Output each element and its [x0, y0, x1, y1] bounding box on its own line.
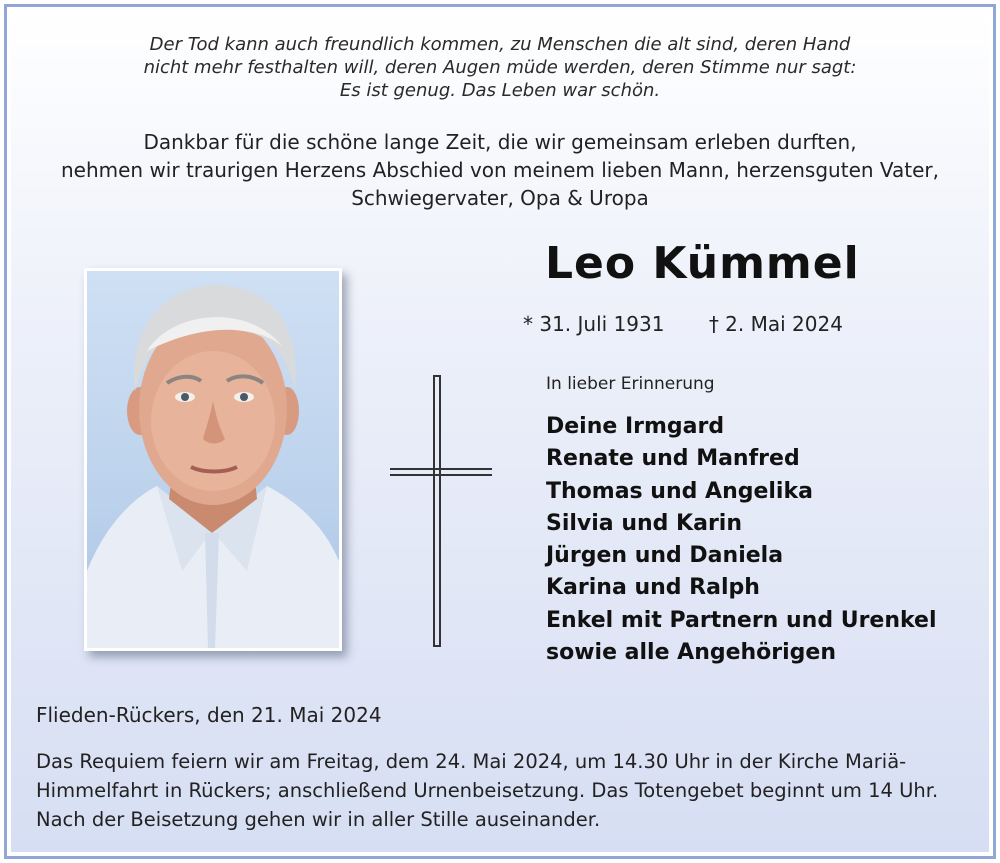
- intro-text: [0, 128, 1000, 212]
- family-member: Karina und Ralph: [546, 575, 760, 601]
- intro-line: nehmen wir traurigen Herzens Abschied von meinem lieben Mann, herzensguten Vater,: [60, 158, 940, 182]
- portrait-illustration: [87, 271, 339, 648]
- portrait-photo: [87, 271, 339, 648]
- quote-line: Der Tod kann auch freundlich kommen, zu Menschen die alt sind, deren Hand: [149, 34, 851, 55]
- notice-line: Nach der Beisetzung gehen wir in aller Stille auseinander.: [36, 808, 601, 831]
- family-member: sowie alle Angehörigen: [546, 640, 837, 666]
- place-date: Flieden-Rückers, den 21. Mai 2024: [36, 703, 382, 727]
- portrait-frame: [84, 268, 342, 651]
- notice-line: Himmelfahrt in Rückers; anschließend Urnenbeisetzung. Das Totengebet beginnt um 14 Uhr.: [36, 779, 939, 802]
- family-member: Renate und Manfred: [546, 446, 800, 472]
- quote-line: Es ist genug. Das Leben war schön.: [339, 80, 661, 101]
- memory-label: In lieber Erinnerung: [546, 374, 715, 394]
- family-list: [546, 411, 937, 669]
- life-dates: [523, 312, 843, 336]
- cross-icon: [386, 373, 496, 649]
- family-member: Jürgen und Daniela: [546, 543, 784, 569]
- requiem-notice: [36, 747, 938, 834]
- quote-line: nicht mehr festhalten will, deren Augen müde werden, deren Stimme nur sagt:: [143, 57, 857, 78]
- family-member: Thomas und Angelika: [546, 478, 813, 504]
- birth-date: * 31. Juli 1931: [523, 312, 665, 336]
- family-member: Enkel mit Partnern und Urenkel: [546, 607, 937, 633]
- death-date: † 2. Mai 2024: [708, 312, 843, 336]
- opening-quote: [0, 33, 1000, 102]
- notice-line: Das Requiem feiern wir am Freitag, dem 24. Mai 2024, um 14.30 Uhr in der Kirche Mariä-: [36, 750, 907, 773]
- family-member: Deine Irmgard: [546, 414, 725, 439]
- intro-line: Dankbar für die schöne lange Zeit, die wir gemeinsam erleben durften,: [143, 130, 857, 154]
- intro-line: Schwiegervater, Opa & Uropa: [351, 186, 649, 210]
- family-member: Silvia und Karin: [546, 510, 742, 536]
- deceased-name: Leo Kümmel: [545, 238, 860, 289]
